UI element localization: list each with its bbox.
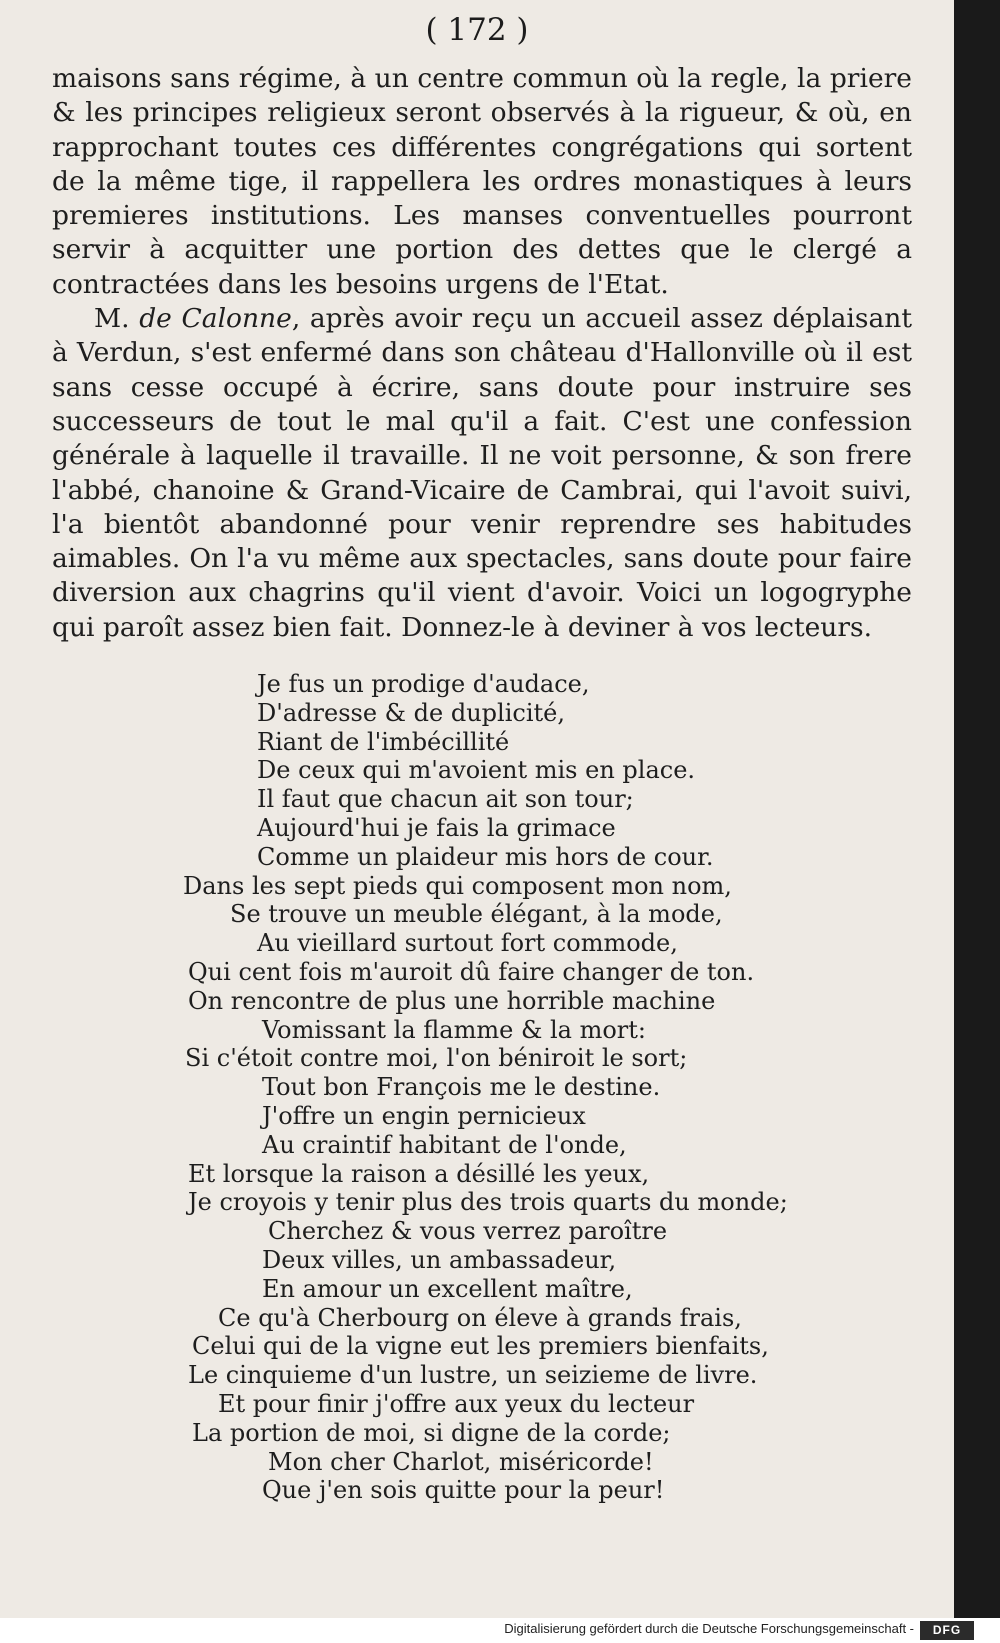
poem-line: Le cinquieme d'un lustre, un seizieme de livre. <box>188 1361 758 1390</box>
paragraph-text: maisons sans régime, à un centre commun où la regle, la priere & les principes religieux seront observés à la rigueur, & où, en rapprochant toutes ces différentes congrégations qui sortent de la même tige, il rappellera les ordres monastiques à leurs premieres institutions. Les manses conventuelles pourront servir à acquitter une portion des dettes que le clergé a contractées dans les besoins urgens de l'Etat. <box>52 63 912 300</box>
poem-line: Riant de l'imbécillité <box>257 727 510 756</box>
poem-line: Il faut que chacun ait son tour; <box>257 785 634 814</box>
italic-name: de Calonne <box>139 303 292 335</box>
body-text <box>52 62 912 645</box>
poem-line: Se trouve un meuble élégant, à la mode, <box>230 900 723 929</box>
poem-line: Et lorsque la raison a désillé les yeux, <box>188 1159 650 1188</box>
page-number: ( 172 ) <box>425 12 529 48</box>
poem-line: Cherchez & vous verrez paroître <box>268 1217 668 1246</box>
poem-line: Au craintif habitant de l'onde, <box>262 1130 627 1159</box>
paragraph <box>52 302 912 645</box>
poem-line: Comme un plaideur mis hors de cour. <box>257 842 714 871</box>
poem-line: En amour un excellent maître, <box>262 1274 633 1303</box>
poem-line: Au vieillard surtout fort commode, <box>257 929 678 958</box>
dfg-logo: DFG <box>920 1621 974 1640</box>
poem-line: Mon cher Charlot, miséricorde! <box>268 1447 654 1476</box>
poem-line: Qui cent fois m'auroit dû faire changer de ton. <box>188 957 755 986</box>
poem-line: Vomissant la flamme & la mort: <box>262 1015 646 1044</box>
poem-line: Deux villes, un ambassadeur, <box>262 1245 617 1274</box>
poem-line: De ceux qui m'avoient mis en place. <box>257 756 696 785</box>
poem-line: J'offre un engin pernicieux <box>262 1101 586 1130</box>
poem-line: Si c'étoit contre moi, l'on béniroit le sort; <box>185 1044 688 1073</box>
poem-line: Je croyois y tenir plus des trois quarts du monde; <box>188 1188 788 1217</box>
paragraph-text: M. <box>94 303 140 335</box>
poem-line: Ce qu'à Cherbourg on éleve à grands frais, <box>218 1303 742 1332</box>
logogryph-poem <box>0 670 954 1505</box>
poem-line: Dans les sept pieds qui composent mon nom, <box>183 871 732 900</box>
poem-line: Et pour finir j'offre aux yeux du lecteur <box>218 1389 695 1418</box>
poem-line: Tout bon François me le destine. <box>262 1073 661 1102</box>
digitization-footer <box>0 1618 1000 1643</box>
poem-line: Aujourd'hui je fais la grimace <box>257 813 616 842</box>
poem-line: Je fus un prodige d'audace, <box>257 670 590 698</box>
paragraph-text: , après avoir reçu un accueil assez déplaisant à Verdun, s'est enfermé dans son château d'Hallonville où il est sans cesse occupé à écrire, sans doute pour instruire ses successeurs de tout le mal qu'il a fait. C'est une confession générale à laquelle il travaille. Il ne voit personne, & son frere l'abbé, chanoine & Grand-Vicaire de Cambrai, qui l'avoit suivi, l'a bientôt abandonné pour venir reprendre ses habitudes aimables. On l'a vu même aux spectacles, sans doute pour faire diversion aux chagrins qu'il vient d'avoir. Voici un logogryphe qui paroît assez bien fait. Donnez-le à deviner à vos lecteurs. <box>52 303 912 643</box>
poem-line: On rencontre de plus une horrible machine <box>188 986 716 1015</box>
funding-note: Digitalisierung gefördert durch die Deutsche Forschungsgemeinschaft - <box>504 1621 914 1636</box>
paragraph <box>52 62 912 302</box>
poem-line: Que j'en sois quitte pour la peur! <box>262 1476 665 1505</box>
poem-line: D'adresse & de duplicité, <box>257 698 565 727</box>
poem-line: Celui qui de la vigne eut les premiers bienfaits, <box>192 1332 769 1361</box>
poem-line: La portion de moi, si digne de la corde; <box>192 1418 671 1447</box>
